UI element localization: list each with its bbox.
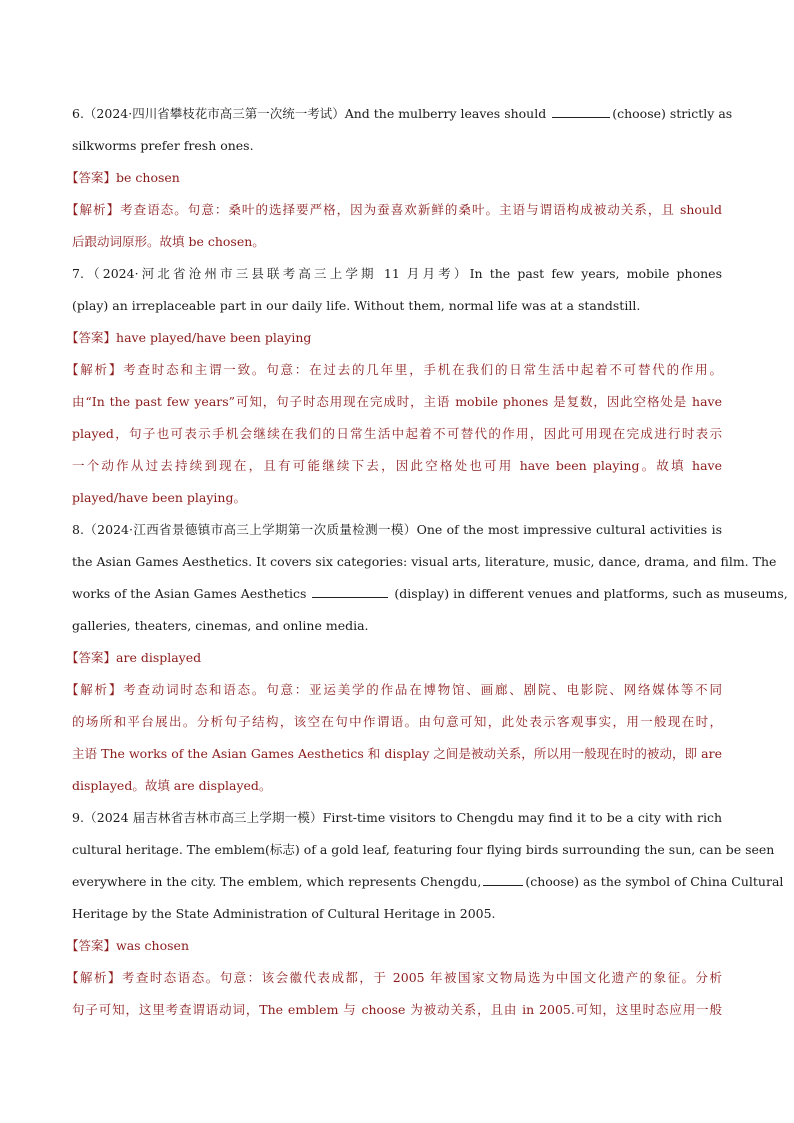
q9-line4: Heritage by the State Administration of Cultural Heritage in 2005. <box>72 906 496 921</box>
answer-label: 【答案】 <box>66 330 117 345</box>
q9-blank <box>483 873 523 886</box>
analysis-label: 【解析】 <box>66 202 121 217</box>
q9-line1: 9.（2024 届吉林省吉林市高三上学期一模）First-time visitors to Chengdu may find it to be a city with rich <box>72 810 722 825</box>
q8-line3: works of the Asian Games Aesthetics (display) in different venues and platforms, such as museums, <box>72 586 788 601</box>
answer-label: 【答案】 <box>66 650 117 665</box>
q8-analysis-line3: 主语 The works of the Asian Games Aesthetics 和 display 之间是被动关系，所以用一般现在时的被动，即 are <box>72 746 722 761</box>
q7-analysis-line4: 一个动作从过去持续到现在，且有可能继续下去，因此空格处也可用 have been playing。故填 have <box>72 458 722 473</box>
q7-analysis-line2: 由“In the past few years”可知，句子时态用现在完成时，主语 mobile phones 是复数，因此空格处是 have <box>72 394 722 409</box>
q7-line2: (play) an irreplaceable part in our daily life. Without them, normal life was at a standstill. <box>72 298 641 313</box>
q8-blank <box>312 585 388 598</box>
q9-answer: 【答案】was chosen <box>66 938 189 953</box>
analysis-label: 【解析】 <box>66 682 124 697</box>
q6-blank <box>552 105 610 118</box>
q7-answer: 【答案】have played/have been playing <box>66 330 312 345</box>
q9-analysis-line1: 【解析】考查时态语态。句意：该会徽代表成都，于 2005 年被国家文物局选为中国文化遗产的象征。分析 <box>66 970 722 985</box>
answer-label: 【答案】 <box>66 938 117 953</box>
q9-analysis-line2: 句子可知，这里考查谓语动词，The emblem 与 choose 为被动关系，且由 in 2005.可知，这里时态应用一般 <box>72 1002 722 1017</box>
analysis-label: 【解析】 <box>66 970 122 985</box>
q8-line4: galleries, theaters, cinemas, and online media. <box>72 618 369 633</box>
q8-analysis-line4: displayed。故填 are displayed。 <box>72 778 272 793</box>
q6-answer: 【答案】be chosen <box>66 170 180 185</box>
q8-analysis-line2: 的场所和平台展出。分析句子结构，该空在句中作谓语。由句意可知，此处表示客观事实，用一般现在时， <box>72 714 722 729</box>
q6-analysis-line2: 后跟动词原形。故填 be chosen。 <box>72 234 265 249</box>
q8-line1: 8.（2024·江西省景德镇市高三上学期第一次质量检测一模）One of the most impressive cultural activities is <box>72 522 722 537</box>
q8-line2: the Asian Games Aesthetics. It covers six categories: visual arts, literature, music, dance, drama, and film. The <box>72 554 777 569</box>
q8-answer: 【答案】are displayed <box>66 650 202 665</box>
q8-analysis-line1: 【解析】考查动词时态和语态。句意：亚运美学的作品在博物馆、画廊、剧院、电影院、网络媒体等不同 <box>66 682 722 697</box>
q7-line1: 7.（2024·河北省沧州市三县联考高三上学期 11 月月考）In the past few years, mobile phones <box>72 266 722 281</box>
q7-analysis-line1: 【解析】考查时态和主谓一致。句意：在过去的几年里，手机在我们的日常生活中起着不可替代的作用。 <box>66 362 722 377</box>
q9-line3: everywhere in the city. The emblem, which represents Chengdu, (choose) as the symbol of China Cultural <box>72 874 784 889</box>
q6-analysis-line1: 【解析】考查语态。句意：桑叶的选择要严格，因为蚕喜欢新鲜的桑叶。主语与谓语构成被动关系，且 should <box>66 202 722 217</box>
q9-line2: cultural heritage. The emblem(标志) of a gold leaf, featuring four flying birds surrounding the sun, can be seen <box>72 842 775 857</box>
answer-label: 【答案】 <box>66 170 117 185</box>
q6-line2: silkworms prefer fresh ones. <box>72 138 254 153</box>
analysis-label: 【解析】 <box>66 362 124 377</box>
q7-analysis-line5: played/have been playing。 <box>72 490 246 505</box>
q6-line1: 6.（2024·四川省攀枝花市高三第一次统一考试）And the mulberry leaves should (choose) strictly as <box>72 106 733 121</box>
q7-analysis-line3: played，句子也可表示手机会继续在我们的日常生活中起着不可替代的作用，因此可用现在完成进行时表示 <box>72 426 722 441</box>
